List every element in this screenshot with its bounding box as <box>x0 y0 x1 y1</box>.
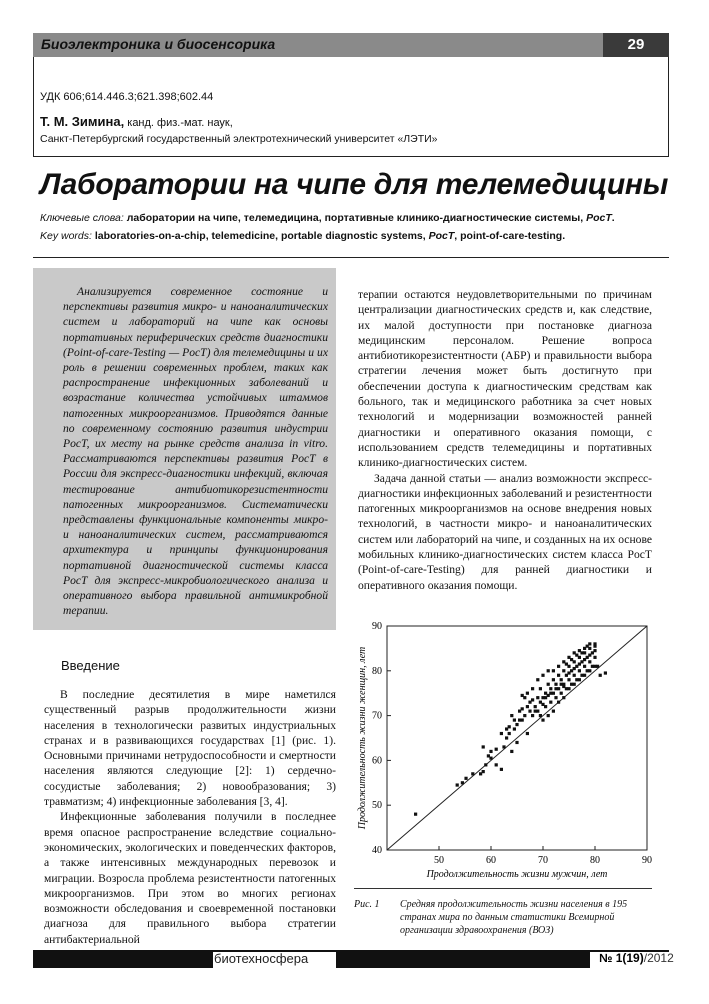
data-point <box>484 763 487 766</box>
left-column-body <box>44 687 336 947</box>
keywords-ru-label: Ключевые слова: <box>40 212 124 224</box>
data-point <box>536 710 539 713</box>
data-point <box>508 725 511 728</box>
data-point <box>588 660 591 663</box>
data-point <box>599 674 602 677</box>
x-tick-label: 50 <box>434 855 444 866</box>
data-point <box>586 645 589 648</box>
data-point <box>526 705 529 708</box>
keywords-en-values: laboratories-on-a-chip, telemedicine, portable diagnostic systems, <box>94 230 429 242</box>
data-point <box>536 696 539 699</box>
data-point <box>500 768 503 771</box>
data-point <box>531 687 534 690</box>
data-point <box>580 674 583 677</box>
data-point <box>549 692 552 695</box>
author-line <box>40 114 233 129</box>
figure-caption-label: Рис. 1 <box>354 899 380 910</box>
data-point <box>554 687 557 690</box>
data-point <box>508 732 511 735</box>
scatter-chart <box>354 620 656 902</box>
data-point <box>557 701 560 704</box>
data-point <box>573 667 576 670</box>
data-point <box>578 662 581 665</box>
data-point <box>593 656 596 659</box>
keywords-ru-values: лаборатории на чипе, телемедицина, портативные клинико-диагностические системы, <box>126 212 587 224</box>
keywords-en <box>40 230 565 242</box>
keywords-ru-poct: PocT <box>586 212 612 224</box>
y-tick-label: 90 <box>372 621 382 632</box>
affiliation: Санкт-Петербургский государственный электротехнический университет «ЛЭТИ» <box>40 133 438 145</box>
y-tick-label: 60 <box>372 755 382 767</box>
data-point <box>575 654 578 657</box>
data-point <box>565 687 568 690</box>
keywords-ru-end: . <box>611 212 615 224</box>
udc-code: УДК 606;614.446.3;621.398;602.44 <box>40 91 214 103</box>
data-point <box>495 748 498 751</box>
data-point <box>547 669 550 672</box>
data-point <box>489 750 492 753</box>
issue-number <box>599 951 674 965</box>
data-point <box>557 665 560 668</box>
data-point <box>552 678 555 681</box>
data-point <box>560 678 563 681</box>
data-point <box>523 714 526 717</box>
data-point <box>505 736 508 739</box>
data-point <box>518 718 521 721</box>
paragraph: Задача данной статьи — анализ возможности экспресс-диагностики инфекционных заболеваний и резистентности патогенных микроорганизмов на основе внедрения новых технологий, в частности микро- и наноаналитических систем или лабораторий на чипе, и созданных на их основе мобильных клинико-диагностических систем класса PocT (Point-of-care-Testing) для ранней диагностики и оперативного оказания помощи. <box>358 471 652 592</box>
data-point <box>482 745 485 748</box>
data-point <box>528 710 531 713</box>
data-point <box>554 696 557 699</box>
data-point <box>552 669 555 672</box>
data-point <box>565 662 568 665</box>
figure-caption-text: Средняя продолжительность жизни населения в 195 странах мира по данным статистики Всемирной организации здравоохранения (ВОЗ) <box>400 899 628 936</box>
data-point <box>521 707 524 710</box>
keywords-en-label: Key words: <box>40 230 92 242</box>
x-tick-label: 80 <box>590 855 600 866</box>
data-point <box>513 727 516 730</box>
paragraph: Инфекционные заболевания получили в последнее время опасное распространение вследствие социально-экономических, экологических и поведенческих факторов, а также интенсивных международных перевозок и миграции. Возросла проблема резистентности патогенных микроорганизмов. При этом во многих регионах возможности обследования и своевременной постановки диагноза для правильного выбора стратегии антибактериальной <box>44 810 336 946</box>
data-point <box>461 781 464 784</box>
x-tick-label: 60 <box>486 855 496 866</box>
data-point <box>495 763 498 766</box>
caption-rule <box>354 888 652 889</box>
y-tick-label: 50 <box>372 800 382 812</box>
data-point <box>521 694 524 697</box>
data-point <box>502 745 505 748</box>
keywords-en-poct: PocT <box>428 230 455 242</box>
section-title: Биоэлектроника и биосенсорика <box>41 36 276 52</box>
issue-number-bold: № 1(19) <box>599 951 644 965</box>
data-point <box>531 698 534 701</box>
footer-bar-left <box>33 952 213 968</box>
data-point <box>573 674 576 677</box>
author-degree: канд. физ.-мат. наук, <box>124 117 233 129</box>
y-tick-label: 80 <box>372 665 382 677</box>
data-point <box>536 678 539 681</box>
reference-line <box>387 626 647 850</box>
data-point <box>588 654 591 657</box>
x-tick-label: 70 <box>538 855 548 866</box>
data-point <box>414 813 417 816</box>
keywords-ru <box>40 212 615 224</box>
page-number: 29 <box>603 33 669 57</box>
y-axis-label: Продолжительность жизни женщин, лет <box>357 646 368 830</box>
data-point <box>567 678 570 681</box>
data-point <box>580 651 583 654</box>
article-meta-box <box>33 57 669 157</box>
data-point <box>562 696 565 699</box>
data-point <box>593 649 596 652</box>
data-point <box>471 772 474 775</box>
data-point <box>570 683 573 686</box>
section-header-bar <box>33 33 669 57</box>
data-point <box>526 732 529 735</box>
data-point <box>604 671 607 674</box>
data-point <box>547 714 550 717</box>
x-axis-label: Продолжительность жизни мужчин, лет <box>426 869 608 880</box>
data-point <box>510 714 513 717</box>
data-point <box>539 701 542 704</box>
article-title: Лаборатории на чипе для телемедицины <box>40 168 669 201</box>
data-point <box>560 683 563 686</box>
right-column-body <box>358 287 652 593</box>
data-point <box>560 692 563 695</box>
paragraph: терапии остаются неудовлетворительными по причинам централизации диагностических средств и, как следствие, их малой доступности при постановке диагноза медицинским персоналом. Решение вопроса антибиотикорезистентности (АБР) и правильности выбора стратегии лечения может быть достигнуто при обеспечении доступа к диагностическим средствам как больного, так и медицинского работника за счет новых технологий и модернизации возможностей ранней диагностики и оперативного оказания помощи, с использованием средств телемедицины и портативных клинико-диагностических систем. <box>358 288 652 470</box>
y-tick-label: 40 <box>372 845 382 856</box>
data-point <box>557 674 560 677</box>
section-heading-introduction: Введение <box>61 658 120 673</box>
data-point <box>552 710 555 713</box>
data-point <box>534 705 537 708</box>
data-point <box>554 683 557 686</box>
paragraph: В последние десятилетия в мире наметился существенный разрыв продолжительности жизни населения в технологически развитых индустриальных странах и в развивающихся государствах [1] (рис. 1). Основными причинами нетрудоспособности и смертности населения являются следующие [2]: 1) сердечно-сосудистые заболевания; 2) новообразования; 3) травматизм; 4) инфекционные заболевания [3, 4]. <box>44 688 336 809</box>
data-point <box>547 683 550 686</box>
data-point <box>541 718 544 721</box>
data-point <box>539 714 542 717</box>
data-point <box>515 741 518 744</box>
data-point <box>539 687 542 690</box>
y-tick-label: 70 <box>372 710 382 722</box>
data-point <box>489 757 492 760</box>
data-point <box>544 696 547 699</box>
keywords-en-end: , point-of-care-testing. <box>454 230 566 242</box>
data-point <box>583 665 586 668</box>
data-point <box>531 714 534 717</box>
data-point <box>510 750 513 753</box>
x-tick-label: 90 <box>642 855 652 866</box>
data-point <box>541 674 544 677</box>
data-point <box>570 658 573 661</box>
data-point <box>562 669 565 672</box>
author-name: Т. М. Зимина, <box>40 114 125 129</box>
divider <box>33 257 669 258</box>
data-point <box>482 770 485 773</box>
data-point <box>593 642 596 645</box>
data-point <box>567 671 570 674</box>
magazine-name: биотехносфера <box>214 951 309 966</box>
data-point <box>526 692 529 695</box>
issue-year: /2012 <box>643 951 674 965</box>
data-point <box>500 732 503 735</box>
data-point <box>575 678 578 681</box>
data-point <box>591 665 594 668</box>
data-point <box>549 687 552 690</box>
data-point <box>464 777 467 780</box>
data-point <box>456 783 459 786</box>
footer-bar-mid <box>336 952 590 968</box>
abstract-box <box>33 268 336 630</box>
data-point <box>583 658 586 661</box>
data-point <box>549 701 552 704</box>
data-point <box>515 723 518 726</box>
data-point <box>544 705 547 708</box>
data-point <box>586 669 589 672</box>
abstract-text: Анализируется современное состояние и перспективы развития микро- и наноаналитических систем и лабораторий на чипе как основы портативных периферических средств диагностики (Point-of-care-Testing — PocT) для телемедицины и их роль в решении современных проблем, таких как распространение инфекционных заболеваний и возрастание количества устойчивых штаммов патогенных микроорганизмов. Приводятся данные по современному состоянию развития индустрии PocT, их месту на рынке средств анализа in vitro. Рассматриваются перспективы развития PocT в России для экспресс-диагностики инфекций, включая тестирование антибиотикорезистентности патогенных микроорганизмов. Систематически представлены функциональные компоненты микро- и наноаналитических систем, рассматриваются архитектура и принципы функционирования портативной диагностической системы класса PocT для экспресс-микробиологического анализа и оперативного выбора правильной антимикробной терапии. <box>63 285 328 618</box>
data-point <box>578 669 581 672</box>
data-point <box>513 718 516 721</box>
